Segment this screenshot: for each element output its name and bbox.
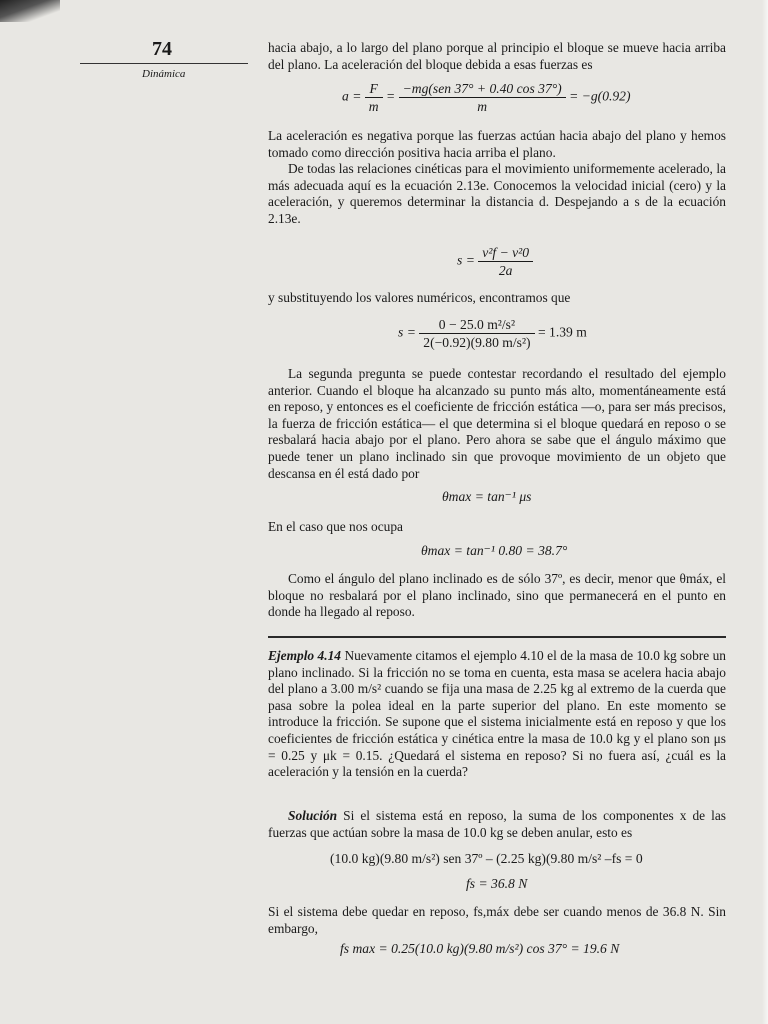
eq2-den: 2a bbox=[498, 263, 513, 278]
paragraph-conclusion: Como el ángulo del plano inclinado es de sólo 37º, es decir, menor que θmáx, el bloque no resbalará por el plano inclinado, sino que permanecerá en el punto en donde ha llegado al reposo. bbox=[268, 571, 726, 620]
equation-max-angle: θmax = tan⁻¹ μs bbox=[442, 489, 532, 504]
eq3-fraction bbox=[419, 316, 534, 351]
eq3-lhs: s = bbox=[398, 324, 416, 340]
eq1-lhs: a = bbox=[342, 88, 362, 104]
equation-distance-result bbox=[398, 316, 587, 351]
page-number: 74 bbox=[152, 38, 172, 60]
paragraph-negative-acceleration: La aceleración es negativa porque las fuerzas actúan hacia abajo del plano y hemos tomado como dirección positiva hacia arriba el plano. bbox=[268, 128, 726, 160]
eq1-force-fraction bbox=[365, 80, 383, 115]
paragraph-kinetic-relations: De todas las relaciones cinéticas para el movimiento uniformemente acelerado, la más adecuada aquí es la ecuación 2.13e. Conocemos la velocidad inicial (cero) y la aceleración, y queremos determinar la distancia d. Despejando a s de la ecuación 2.13e. bbox=[268, 161, 726, 226]
equation-distance-formula bbox=[457, 244, 533, 279]
eq1-big-num: −mg(sen 37° + 0.40 cos 37°) bbox=[399, 80, 566, 98]
equation-max-static-friction: fs max = 0.25(10.0 kg)(9.80 m/s²) cos 37° = 19.6 N bbox=[340, 941, 620, 956]
solution-body: Si el sistema está en reposo, la suma de los componentes x de las fuerzas que actúan sobre la masa de 10.0 kg se deben anular, esto es bbox=[268, 808, 726, 840]
example-title: Ejemplo 4.14 bbox=[268, 648, 341, 663]
paragraph-second-question: La segunda pregunta se puede contestar recordando el resultado del ejemplo anterior. Cuando el bloque ha alcanzado su punto más alto, momentáneamente está en reposo, y entonces es el coeficiente de fricción estática —o, para ser más precisos, la fuerza de fricción estática— el que determina si el bloque quedará en reposo o se resbalará hacia abajo por el plano. Pero ahora se sabe que el ángulo máximo que puede tener un plano inclinado sin que provoque movimiento de un objeto que descansa en él está dado por bbox=[268, 366, 726, 481]
scan-corner-shadow bbox=[0, 0, 60, 22]
eq1-f-den: m bbox=[368, 99, 379, 114]
equation-max-angle-value: θmax = tan⁻¹ 0.80 = 38.7° bbox=[421, 543, 568, 558]
solution-block bbox=[268, 808, 726, 841]
example-block bbox=[268, 648, 726, 781]
page-edge bbox=[762, 0, 768, 1024]
eq3-rhs: = 1.39 m bbox=[537, 324, 587, 340]
eq1-f-num: F bbox=[365, 80, 383, 98]
equation-acceleration bbox=[342, 80, 631, 115]
section-divider bbox=[268, 636, 726, 638]
example-body: Nuevamente citamos el ejemplo 4.10 el de la masa de 10.0 kg sobre un plano inclinado. Si la fricción no se toma en cuenta, esta masa se acelera hacia abajo del plano a 3.00 m/s² cuando se fija una masa de 2.25 kg al extremo de la cuerda que pasa sobre la polea ideal en la parte superior del plano. En este momento se introduce la fricción. Se supone que el sistema inicialmente está en reposo y que los coeficientes de fricción estática y cinética entre la masa de 10.0 kg y el plano son μs = 0.25 y μk = 0.15. ¿Quedará el sistema en reposo? Si no fuera así, ¿cuál es la aceleración y la tensión en la cuerda? bbox=[268, 648, 726, 780]
eq2-num: v²f − v²0 bbox=[478, 244, 533, 262]
equation-static-friction: fs = 36.8 N bbox=[466, 876, 528, 891]
eq1-equals: = bbox=[386, 88, 396, 104]
paragraph-intro: hacia abajo, a lo largo del plano porque al principio el bloque se mueve hacia arriba del plano. La aceleración del bloque debida a esas fuerzas es bbox=[268, 40, 726, 72]
solution-title: Solución bbox=[288, 808, 338, 823]
equation-force-balance: (10.0 kg)(9.80 m/s²) sen 37º – (2.25 kg)(9.80 m/s² –fs = 0 bbox=[330, 851, 643, 866]
eq1-big-fraction bbox=[399, 80, 566, 115]
eq2-lhs: s = bbox=[457, 252, 475, 268]
paragraph-static-friction-max: Si el sistema debe quedar en reposo, fs,máx debe ser cuando menos de 36.8 N. Sin embargo, bbox=[268, 904, 726, 936]
eq1-rhs: = −g(0.92) bbox=[569, 88, 631, 104]
header-rule bbox=[80, 63, 248, 64]
eq3-num: 0 − 25.0 m²/s² bbox=[419, 316, 534, 334]
eq3-den: 2(−0.92)(9.80 m/s²) bbox=[423, 335, 531, 350]
paragraph-case: En el caso que nos ocupa bbox=[268, 519, 403, 534]
eq1-big-den: m bbox=[477, 99, 488, 114]
eq2-fraction bbox=[478, 244, 533, 279]
chapter-label: Dinámica bbox=[142, 68, 186, 80]
paragraph-substituting: y substituyendo los valores numéricos, encontramos que bbox=[268, 290, 571, 305]
